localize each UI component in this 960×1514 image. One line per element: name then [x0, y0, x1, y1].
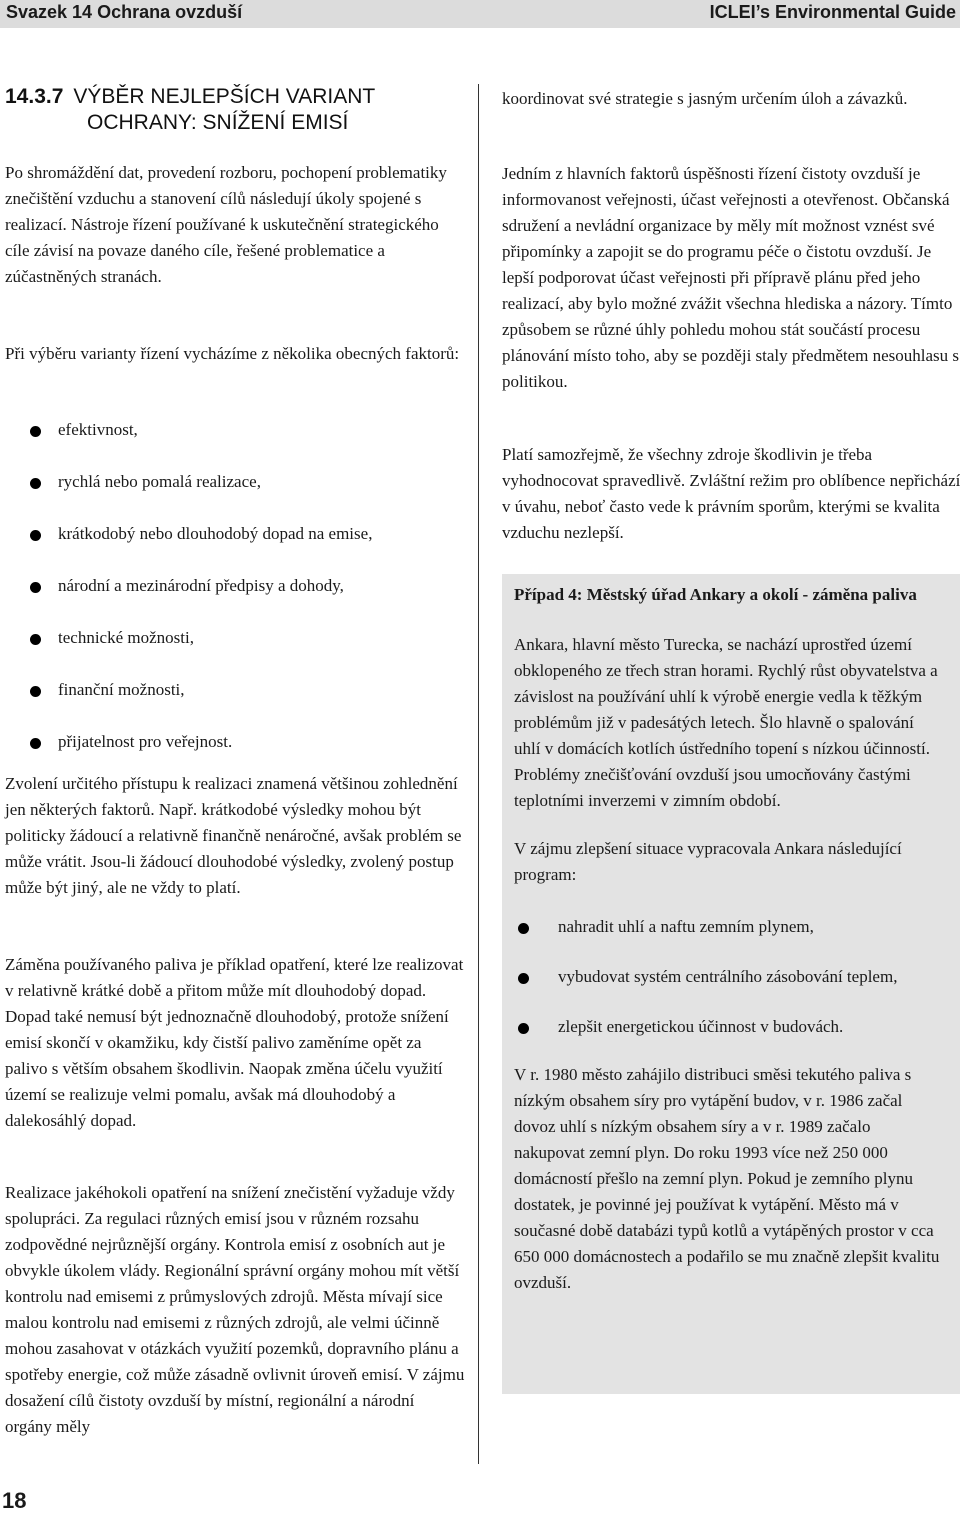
list-item: finanční možnosti,: [5, 677, 185, 703]
bullet-icon: [30, 634, 41, 645]
bullet-icon: [30, 478, 41, 489]
left-column-factors: [5, 341, 465, 367]
section-number: 14.3.7: [5, 85, 64, 108]
paragraph: Po shromáždění dat, provedení rozboru, pochopení problematiky znečištění vzduchu a stanovení cílů následují úkoly spojené s realizací. Nástroje řízení používané k uskutečnění strategického cíle závisí na povaze daného cíle, řešené problematice a zúčastněných stranách.: [5, 163, 447, 286]
list-item: nahradit uhlí a naftu zemním plynem,: [514, 914, 944, 940]
column-divider: [478, 84, 479, 1464]
paragraph: Ankara, hlavní město Turecka, se nachází uprostřed území obklopeného ze třech stran horami. Rychlý růst obyvatelstva a závislost na používání uhlí k výrobě energie vedla k těžkým problémům již v padesátých letech. Šlo hlavně o spalování uhlí v domácích kotlích ústředního topení s nízkou účinností. Problémy znečišťování ovzduší jsou umocňovány častými teplotními inverzemi v zimním období.: [514, 635, 938, 810]
list-item: vybudovat systém centrálního zásobování teplem,: [514, 964, 944, 990]
list-item: krátkodobý nebo dlouhodobý dopad na emise,: [5, 521, 372, 547]
left-column-p3: [5, 771, 465, 901]
bullet-icon: [30, 426, 41, 437]
section-title-line2: OCHRANY: SNÍŽENÍ EMISÍ: [87, 111, 349, 134]
bullet-icon: [518, 973, 529, 984]
right-column-p2: [502, 161, 960, 395]
list-item: efektivnost,: [5, 417, 138, 443]
paragraph: V r. 1980 město zahájilo distribuci směsi tekutého paliva s nízkým obsahem síry pro vytápění budov, v r. 1986 začal dovoz uhlí s nízkým obsahem síry a v r. 1989 začalo nakupovat zemní plyn. Do roku 1993 více než 250 000 domácností přešlo na zemní plyn. Pokud je zemního plynu dostatek, je povinné jej používat k vytápění. Město má v současné době databázi typů kotlů a vytápěných prostor v cca 650 000 domácnostech a podařilo se mu značně zlepšit kvalitu ovzduší.: [514, 1065, 940, 1292]
case-study-box: [502, 574, 960, 1394]
section-heading: [5, 84, 465, 136]
list-item: rychlá nebo pomalá realizace,: [5, 469, 261, 495]
paragraph: Platí samozřejmě, že všechny zdroje škodlivin je třeba vyhodnocovat spravedlivě. Zvláštní režim pro oblíbence nepřichází v úvahu, neboť často vede k právním sporům, kterými se kvalita vzduchu nezlepší.: [502, 445, 960, 542]
paragraph: Záměna používaného paliva je příklad opatření, které lze realizovat v relativně krátké době a přitom může mít dlouhodobý dopad. Dopad také nemusí být jednoznačně dlouhodobý, protože snížení emisí skončí v okamžiku, kdy čistší palivo zaměníme opět za palivo s větším obsahem škodlivin. Naopak změna účelu využití území se realizuje velmi pomalu, avšak má dlouhodobý a dalekosáhlý dopad.: [5, 955, 464, 1130]
list-item: národní a mezinárodní předpisy a dohody,: [5, 573, 344, 599]
bullet-icon: [30, 686, 41, 697]
running-header: [0, 0, 960, 28]
left-column-p5: [5, 1180, 465, 1440]
paragraph: koordinovat své strategie s jasným určením úloh a závazků.: [502, 89, 908, 108]
header-guide-title: ICLEI’s Environmental Guide: [709, 2, 956, 22]
case-study-content: [514, 582, 944, 1296]
header-volume-title: Svazek 14 Ochrana ovzduší: [6, 2, 243, 22]
left-column-p4: [5, 952, 465, 1134]
list-item: zlepšit energetickou účinnost v budovách.: [514, 1014, 944, 1040]
bullet-icon: [30, 530, 41, 541]
paragraph: Jedním z hlavních faktorů úspěšnosti řízení čistoty ovzduší je informovanost veřejnosti, účast veřejnosti a otevřenost. Občanská sdružení a nevládní organizace by měly mít možnost vznést své připomínky a zapojit se do programu péče o čistotu ovzduší. Je lepší podporovat účast veřejnosti při přípravě plánu před jeho realizací, aby bylo možné zvážit všechna hlediska a názory. Tímto způsobem se různé úhly pohledu mohou stát součástí procesu plánování místo toho, aby se později staly předmětem nesouhlasu s politikou.: [502, 164, 960, 391]
page-number: 18: [2, 1488, 27, 1513]
bullet-icon: [518, 923, 529, 934]
list-item: přijatelnost pro veřejnost.: [5, 729, 232, 755]
paragraph: Zvolení určitého přístupu k realizaci znamená většinou zohlednění jen některých faktorů. Např. krátkodobé výsledky mohou být politicky žádoucí a relativně finančně nenáročné, avšak problém se může vrátit. Jsou-li žádoucí dlouhodobé výsledky, zvolený postup může být jiný, ale ne vždy to platí.: [5, 774, 462, 897]
section-title-line1: VÝBĚR NEJLEPŠÍCH VARIANT: [73, 85, 376, 108]
right-column-p3: [502, 442, 960, 546]
paragraph: Realizace jakéhokoli opatření na snížení znečistění vyžaduje vždy spolupráci. Za regulaci různých emisí jsou v různém rozsahu zodpovědné nejrůznější orgány. Kontrola emisí z osobních aut je obvykle úkolem vlády. Regionální správní orgány mohou mít větší kontrolu nad emisemi z průmyslových zdrojů. Města mívají sice malou kontrolu nad emisemi z různých zdrojů, ale velmi účinně mohou zasahovat v otázkách využití pozemků, dopravního plánu a spotřeby energie, což může zásadně ovlivnit úroveň emisí. V zájmu dosažení cílů čistoty ovzduší by místní, regionální a národní orgány měly: [5, 1183, 465, 1436]
bullet-icon: [30, 582, 41, 593]
paragraph: Při výběru varianty řízení vycházíme z několika obecných faktorů:: [5, 344, 460, 363]
program-list: [514, 914, 944, 1040]
list-item: technické možnosti,: [5, 625, 194, 651]
paragraph: V zájmu zlepšení situace vypracovala Ankara následující program:: [514, 839, 902, 884]
bullet-icon: [30, 738, 41, 749]
case-study-title: Případ 4: Městský úřad Ankary a okolí - záměna paliva: [514, 585, 917, 604]
right-column: [502, 86, 960, 112]
bullet-icon: [518, 1023, 529, 1034]
left-column: [5, 160, 465, 290]
